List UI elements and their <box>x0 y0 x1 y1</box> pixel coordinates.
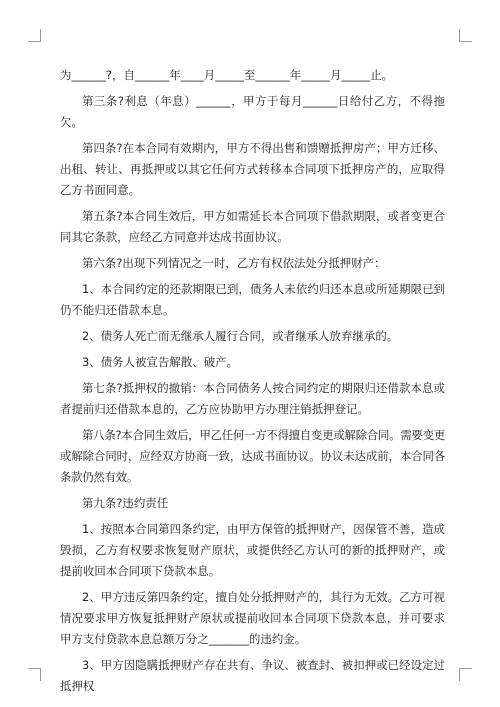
paragraph-term-period-end: 为______?，自______年____月_____至______年_____月_____止。 <box>60 68 394 82</box>
paragraph-article-6-item-1: 1、本合同约定的还款期限已到，债务人未依约归还本息或所延期限已到仍不能归还借款本息。 <box>60 282 445 317</box>
contract-body <box>60 65 445 702</box>
paragraph-article-9-item-3: 3、甲方因隐瞒抵押财产存在共有、争议、被查封、被扣押或已经设定过抵押权 <box>60 658 445 693</box>
paragraph-article-5: 第五条?本合同生效后，甲方如需延长本合同项下借款期限，或者变更合同其它条款，应经乙方同意并达成书面协议。 <box>60 209 445 244</box>
paragraph-article-3: 第三条?利息（年息）______，甲方于每月______日给付乙方，不得拖欠。 <box>60 94 445 129</box>
crop-mark-top-right <box>459 29 472 42</box>
crop-mark-top-left <box>28 29 41 42</box>
paragraph-article-6: 第六条?出现下列情况之一时，乙方有权依法处分抵押财产： <box>82 256 386 270</box>
paragraph-article-8: 第八条?本合同生效后，甲乙任何一方不得擅自变更或解除合同。需要变更或解除合同时，应经双方协商一致，达成书面协议。协议未达成前，本合同各条款仍然有效。 <box>60 428 445 484</box>
paragraph-article-4: 第四条?在本合同有效期内，甲方不得出售和馈赠抵押房产；甲方迁移、出租、转让、再抵押或以其它任何方式转移本合同项下抵押房产的，应取得乙方书面同意。 <box>60 141 445 197</box>
crop-mark-bottom-right <box>459 668 472 681</box>
paragraph-article-7: 第七条?抵押权的撤销：本合同债务人按合同约定的期限归还借款本息或者提前归还借款本息的，乙方应协助甲方办理注销抵押登记。 <box>60 381 445 416</box>
crop-mark-bottom-left <box>28 668 41 681</box>
paragraph-article-9: 第九条?违约责任 <box>82 496 169 510</box>
paragraph-article-6-item-3: 3、债务人被宣告解散、破产。 <box>82 355 239 369</box>
paragraph-article-9-item-2: 2、甲方违反第四条约定，擅自处分抵押财产的，其行为无效。乙方可视情况要求甲方恢复抵押财产原状或提前收回本合同项下贷款本息，并可要求甲方支付贷款本息总额万分之_______的违约金。 <box>60 590 445 646</box>
paragraph-article-6-item-2: 2、债务人死亡而无继承人履行合同，或者继承人放弃继承的。 <box>82 329 399 343</box>
paragraph-article-9-item-1: 1、按照本合同第四条约定，由甲方保管的抵押财产，因保管不善，造成毁损，乙方有权要求恢复财产原状，或提供经乙方认可的新的抵押财产，或提前收回本合同项下贷款本息。 <box>60 522 445 578</box>
